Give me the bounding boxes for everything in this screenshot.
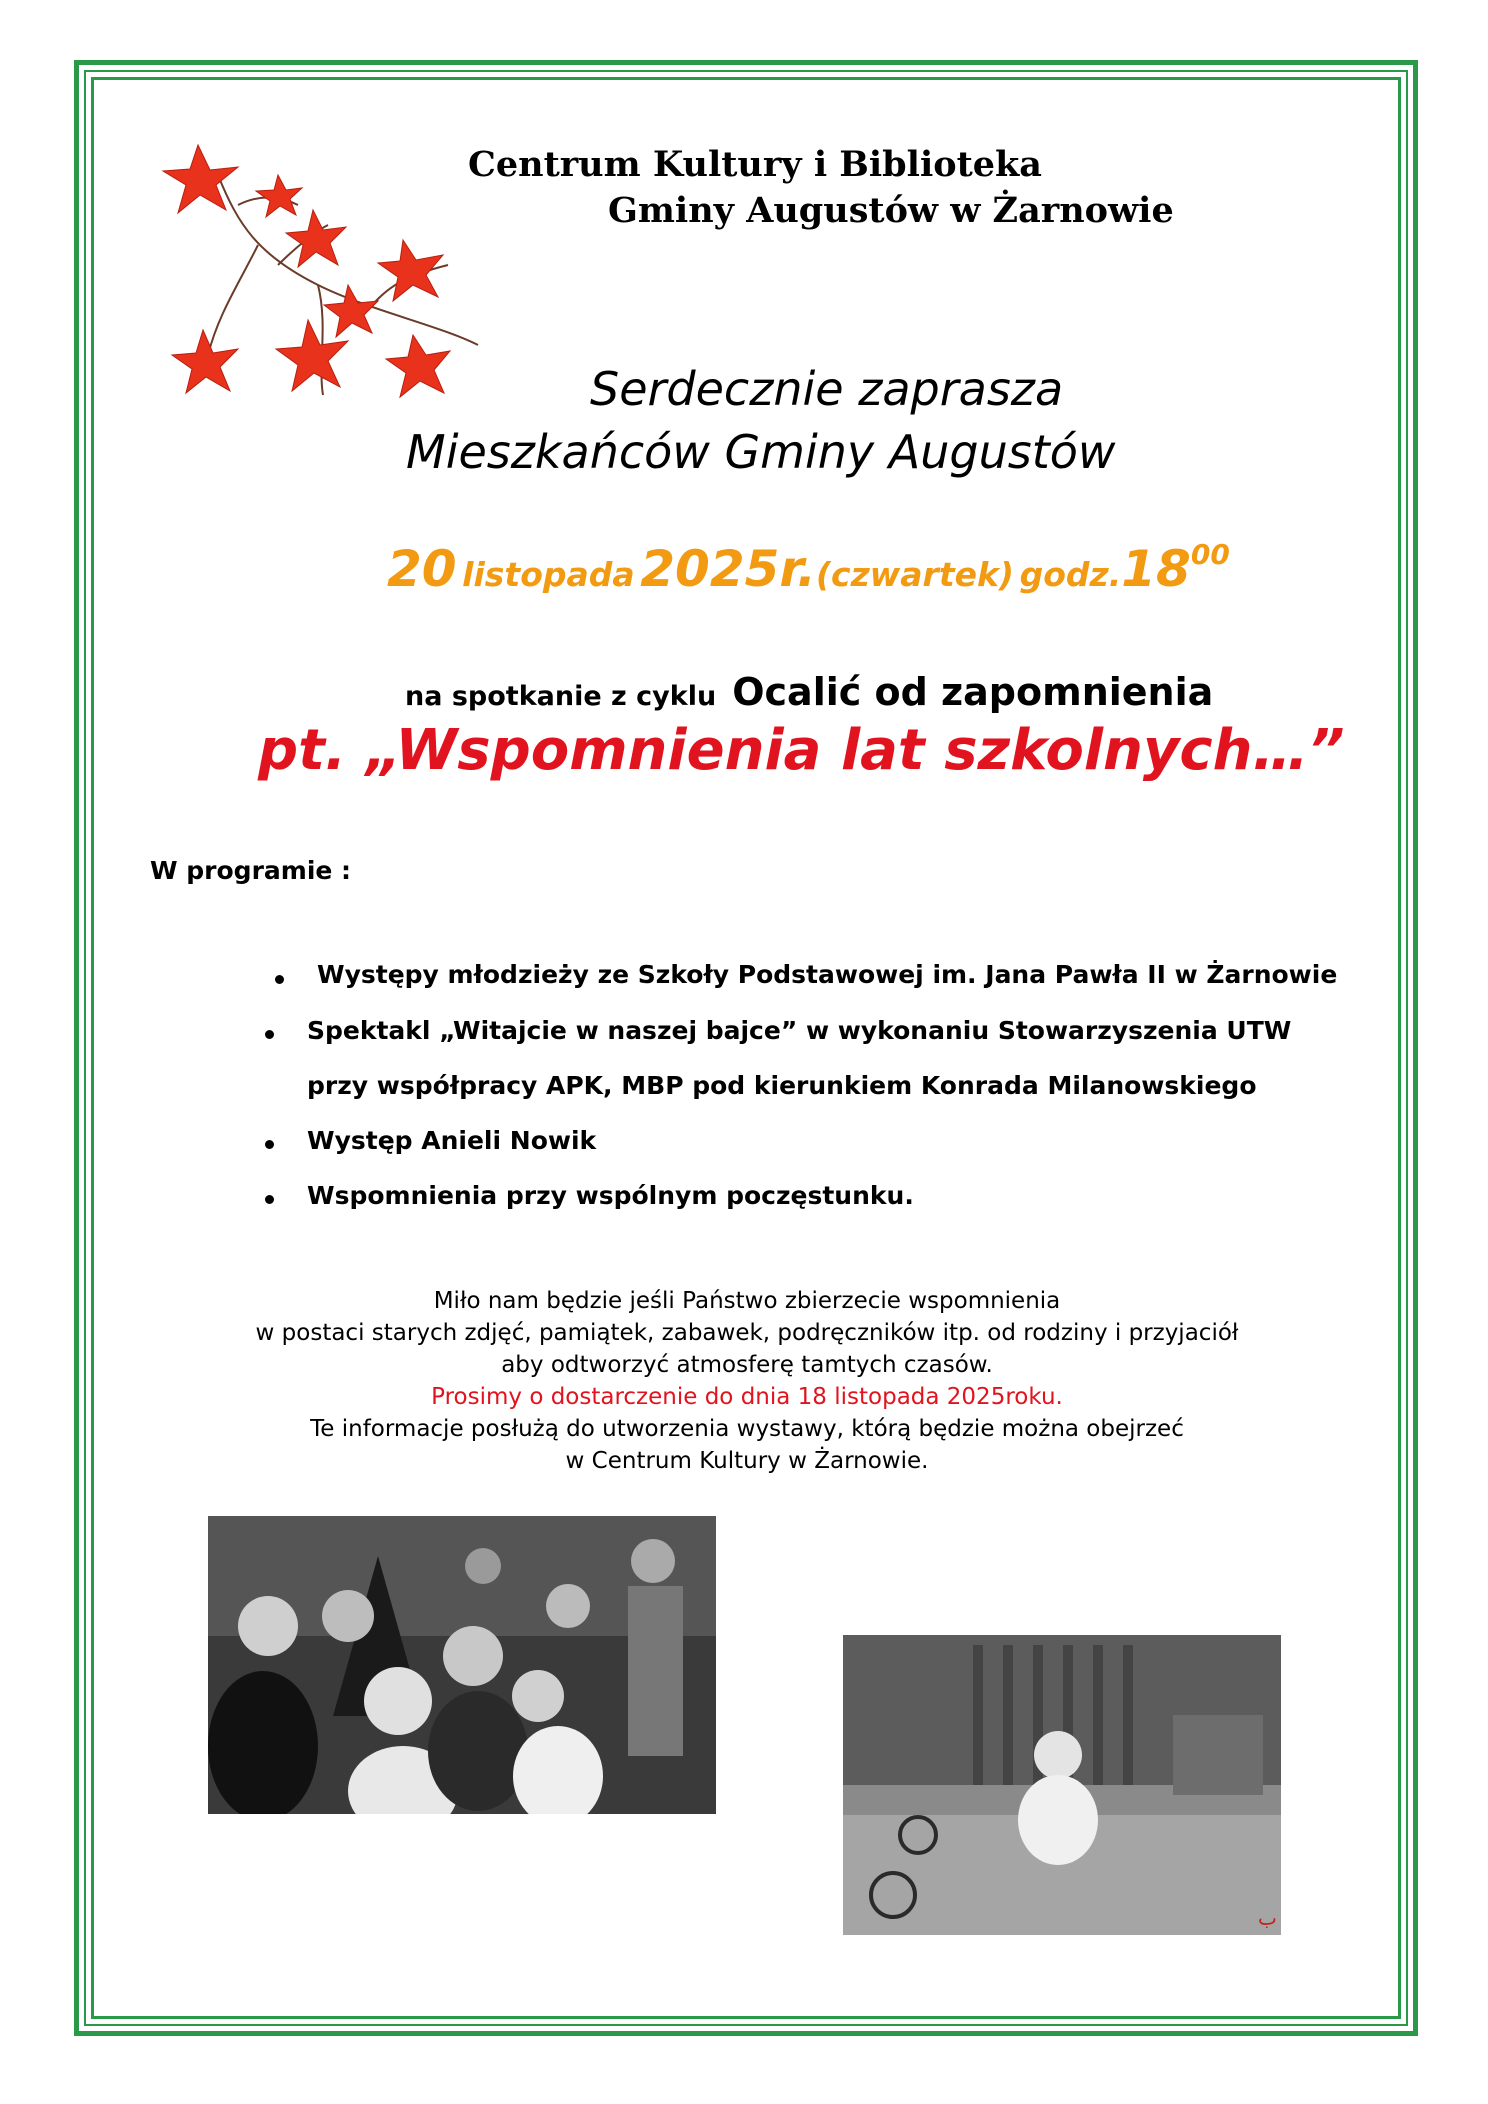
bullet-dot bbox=[265, 1195, 274, 1204]
date-weekday: (czwartek) bbox=[815, 555, 1015, 594]
program-item-continuation: przy współpracy APK, MBP pod kierunkiem Konrada Milanowskiego bbox=[307, 1071, 1257, 1100]
invitation-line-2: Mieszkańców Gminy Augustów bbox=[406, 425, 1116, 479]
bullet-dot bbox=[265, 1030, 274, 1039]
organizer-line-1: Centrum Kultury i Biblioteka bbox=[468, 144, 1042, 185]
time-minutes: 00 bbox=[1190, 538, 1230, 571]
message-line: Miło nam będzie jeśli Państwo zbierzecie wspomnienia bbox=[433, 1288, 1061, 1314]
message-line: w postaci starych zdjęć, pamiątek, zabawek, podręczników itp. od rodziny i przyjaciół bbox=[255, 1320, 1239, 1346]
message-line: w Centrum Kultury w Żarnowie. bbox=[565, 1448, 929, 1474]
time-hour: 18 bbox=[1121, 540, 1191, 598]
message-block bbox=[100, 1285, 1394, 1477]
program-heading: W programie : bbox=[150, 856, 352, 885]
date-month: listopada bbox=[462, 555, 635, 594]
bullet-dot bbox=[275, 975, 284, 984]
event-date bbox=[387, 538, 1230, 598]
cycle-intro: na spotkanie z cyklu bbox=[405, 681, 717, 712]
invitation-line-1: Serdecznie zaprasza bbox=[590, 362, 1064, 416]
bullet-dot bbox=[265, 1140, 274, 1149]
photo-child-outdoors bbox=[843, 1635, 1281, 1935]
event-title: pt. „Wspomnienia lat szkolnych…” bbox=[258, 718, 1345, 783]
message-line: Te informacje posłużą do utworzenia wystawy, którą będzie można obejrzeć bbox=[310, 1416, 1184, 1442]
program-item: Spektakl „Witajcie w naszej bajce” w wykonaniu Stowarzyszenia UTW bbox=[307, 1016, 1292, 1045]
cycle-line bbox=[405, 670, 1213, 714]
svg-text:ب: ب bbox=[1258, 1906, 1277, 1930]
program-item: Występ Anieli Nowik bbox=[307, 1126, 597, 1155]
time-label: godz. bbox=[1019, 555, 1122, 594]
message-line: aby odtworzyć atmosferę tamtych czasów. bbox=[501, 1352, 993, 1378]
date-day: 20 bbox=[387, 540, 457, 598]
cycle-name: Ocalić od zapomnienia bbox=[732, 670, 1214, 714]
organizer-line-2: Gminy Augustów w Żarnowie bbox=[608, 190, 1174, 231]
program-item: Wspomnienia przy wspólnym poczęstunku. bbox=[307, 1181, 914, 1210]
date-year: 2025r. bbox=[640, 540, 816, 598]
program-item: Występy młodzieży ze Szkoły Podstawowej im. Jana Pawła II w Żarnowie bbox=[317, 960, 1338, 989]
photo-children-group bbox=[208, 1516, 716, 1814]
deadline-line: Prosimy o dostarczenie do dnia 18 listopada 2025roku. bbox=[431, 1384, 1063, 1410]
